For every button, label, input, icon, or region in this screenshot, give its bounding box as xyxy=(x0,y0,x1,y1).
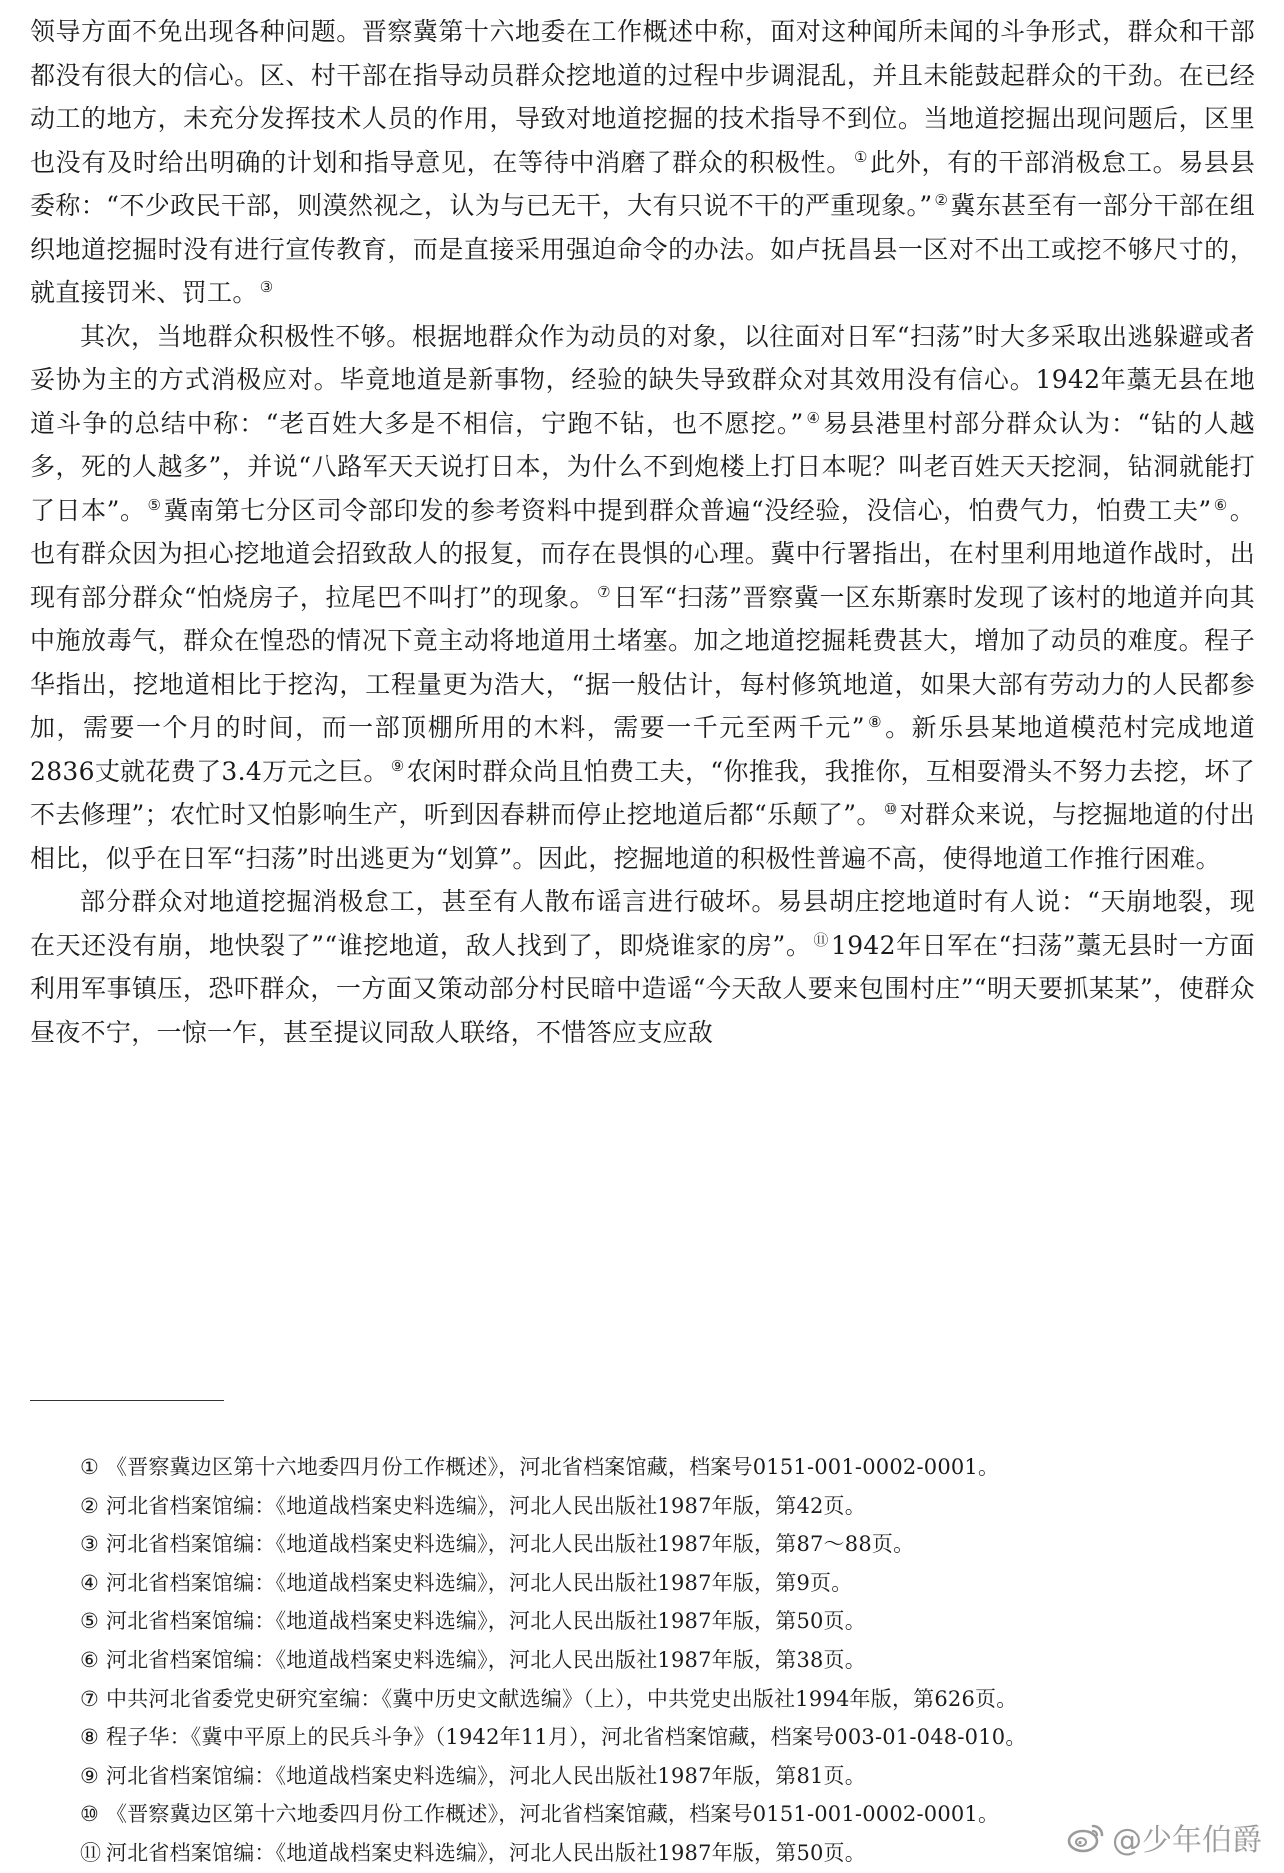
footnote-text: 《晋察冀边区第十六地委四月份工作概述》，河北省档案馆藏，档案号0151-001-0002-0001。 xyxy=(106,1802,1000,1827)
footnote xyxy=(80,1487,1260,1526)
text-run: 此外，有的干部消极怠工。易县县委称：“不少政民干部，则漠然视之，认为与已无干，大有只说不干的严重现象。” xyxy=(30,147,1255,220)
text-run: 。新乐县某地道模范村完成地道2836丈就花费了3.4万元之巨。 xyxy=(30,713,1255,786)
footnote-ref: ⑧ xyxy=(866,713,884,731)
footnote-ref: ② xyxy=(934,191,949,209)
watermark xyxy=(1066,1815,1262,1859)
footnote-mark: ⑧ xyxy=(80,1725,100,1750)
footnote-ref: ⑤ xyxy=(147,495,162,514)
footnote-text: 河北省档案馆编：《地道战档案史料选编》，河北人民出版社1987年版，第38页。 xyxy=(106,1647,866,1672)
footnote-text: 中共河北省委党史研究室编：《冀中历史文献选编》（上），中共党史出版社1994年版，第626页。 xyxy=(106,1686,1018,1711)
footnote-text: 程子华：《冀中平原上的民兵斗争》（1942年11月），河北省档案馆藏，档案号003-01-048-010。 xyxy=(106,1725,1027,1750)
footnote-mark: ③ xyxy=(80,1532,100,1557)
footnote-text: 河北省档案馆编：《地道战档案史料选编》，河北人民出版社1987年版，第87～88页。 xyxy=(106,1532,915,1557)
text-run: 易县港里村部分群众认为：“钻的人越多，死的人越多”，并说“八路军天天说打日本，为什么不到炮楼上打日本呢？叫老百姓天天挖洞，钻洞就能打了日本”。 xyxy=(30,408,1255,525)
footnote-mark: ⑪ xyxy=(80,1840,102,1865)
footnote xyxy=(80,1641,1260,1680)
footnote xyxy=(80,1757,1260,1796)
footnote-mark: ⑤ xyxy=(80,1609,100,1634)
text-run: 1942年日军在“扫荡”藁无县时一方面利用军事镇压，恐吓群众，一方面又策动部分村民暗中造谣“今天敌人要来包围村庄”“明天要抓某某”，使群众昼夜不宁，一惊一乍，甚至提议同敌人联络，不惜答应支应敌 xyxy=(30,930,1255,1047)
footnote-mark: ④ xyxy=(80,1570,100,1595)
text-run: 领导方面不免出现各种问题。晋察冀第十六地委在工作概述中称，面对这种闻所未闻的斗争形式，群众和干部都没有很大的信心。区、村干部在指导动员群众挖地道的过程中步调混乱，并且未能鼓起群众的干劲。在已经动工的地方，未充分发挥技术人员的作用，导致对地道挖掘的技术指导不到位。当地道挖掘出现问题后，区里也没有及时给出明确的计划和指导意见，在等待中消磨了群众的积极性。 xyxy=(30,17,1255,177)
footnote-ref: ⑥ xyxy=(1213,495,1228,514)
watermark-at: @ xyxy=(1112,1823,1142,1858)
text-run: 对群众来说，与挖掘地道的付出相比，似乎在日军“扫荡”时出逃更为“划算”。因此，挖掘地道的积极性普遍不高，使得地道工作推行困难。 xyxy=(30,800,1255,873)
text-run: 。也有群众因为担心挖地道会招致敌人的报复，而存在畏惧的心理。冀中行署指出，在村里利用地道作战时，出现有部分群众“怕烧房子，拉尾巴不叫打”的现象。 xyxy=(30,495,1256,612)
footnote-mark: ② xyxy=(80,1493,100,1518)
footnote-separator xyxy=(30,1400,224,1401)
footnote xyxy=(80,1718,1260,1757)
watermark-name: 少年伯爵 xyxy=(1142,1823,1262,1858)
paragraph xyxy=(30,315,1255,881)
footnote-ref: ⑪ xyxy=(813,930,829,949)
text-run: 其次，当地群众积极性不够。根据地群众作为动员的对象，以往面对日军“扫荡”时大多采取出逃躲避或者妥协为主的方式消极应对。毕竟地道是新事物，经验的缺失导致群众对其效用没有信心。1942年藁无县在地道斗争的总结中称：“老百姓大多是不相信，宁跑不钻，也不愿挖。” xyxy=(30,321,1255,438)
paragraph xyxy=(30,880,1255,1054)
footnote-ref: ⑦ xyxy=(597,582,612,601)
footnote-text: 河北省档案馆编：《地道战档案史料选编》，河北人民出版社1987年版，第42页。 xyxy=(106,1493,866,1518)
footnote-mark: ⑨ xyxy=(80,1763,100,1788)
footnote-mark: ⑩ xyxy=(80,1802,100,1827)
paragraph xyxy=(30,10,1255,315)
footnote-text: 《晋察冀边区第十六地委四月份工作概述》，河北省档案馆藏，档案号0151-001-0002-0001。 xyxy=(106,1455,1000,1479)
footnote xyxy=(80,1602,1260,1641)
weibo-logo-icon xyxy=(1066,1821,1106,1853)
footnote-ref: ⑩ xyxy=(883,800,898,818)
text-run: 日军“扫荡”晋察冀一区东斯寨时发现了该村的地道并向其中施放毒气，群众在惶恐的情况下竟主动将地道用土堵塞。加之地道挖掘耗费甚大，增加了动员的难度。程子华指出，挖地道相比于挖沟，工程量更为浩大，“据一般估计，每村修筑地道，如果大部有劳动力的人民都参加，需要一个月的时间，而一部顶棚所用的木料，需要一千元至两千元” xyxy=(30,582,1255,742)
text-run: 冀东甚至有一部分干部在组织地道挖掘时没有进行宣传教育，而是直接采用强迫命令的办法。如卢抚昌县一区对不出工或挖不够尺寸的，就直接罚米、罚工。 xyxy=(30,191,1255,307)
footnote xyxy=(80,1564,1260,1603)
footnote-mark: ⑦ xyxy=(80,1686,100,1711)
footnote-text: 河北省档案馆编：《地道战档案史料选编》，河北人民出版社1987年版，第9页。 xyxy=(106,1570,853,1595)
body-text xyxy=(30,10,1255,1054)
watermark-text xyxy=(1112,1815,1262,1859)
text-run: 部分群众对地道挖掘消极怠工，甚至有人散布谣言进行破坏。易县胡庄挖地道时有人说：“天崩地裂，现在天还没有崩，地快裂了”“谁挖地道，敌人找到了，即烧谁家的房”。 xyxy=(30,887,1255,960)
footnote-mark: ⑥ xyxy=(80,1647,100,1672)
footnote xyxy=(80,1448,1260,1487)
footnote-ref: ④ xyxy=(805,408,822,427)
text-run: 冀南第七分区司令部印发的参考资料中提到群众普遍“没经验，没信心，怕费气力，怕费工夫” xyxy=(163,495,1212,525)
footnote-text: 河北省档案馆编：《地道战档案史料选编》，河北人民出版社1987年版，第50页。 xyxy=(106,1609,866,1634)
footnote xyxy=(80,1525,1260,1564)
text-run: 农闲时群众尚且怕费工夫，“你推我，我推你，互相耍滑头不努力去挖，坏了不去修理”；农忙时又怕影响生产，听到因春耕而停止挖地道后都“乐颠了”。 xyxy=(30,756,1255,829)
footnote-text: 河北省档案馆编：《地道战档案史料选编》，河北人民出版社1987年版，第50页。 xyxy=(106,1840,866,1865)
footnote-ref: ① xyxy=(853,147,869,166)
footnote-mark: ① xyxy=(80,1455,100,1479)
footnote-list xyxy=(80,1448,1260,1873)
footnote-ref: ③ xyxy=(259,278,274,296)
footnote-ref: ⑨ xyxy=(390,756,405,775)
footnote-text: 河北省档案馆编：《地道战档案史料选编》，河北人民出版社1987年版，第81页。 xyxy=(106,1763,866,1788)
footnote xyxy=(80,1680,1260,1719)
